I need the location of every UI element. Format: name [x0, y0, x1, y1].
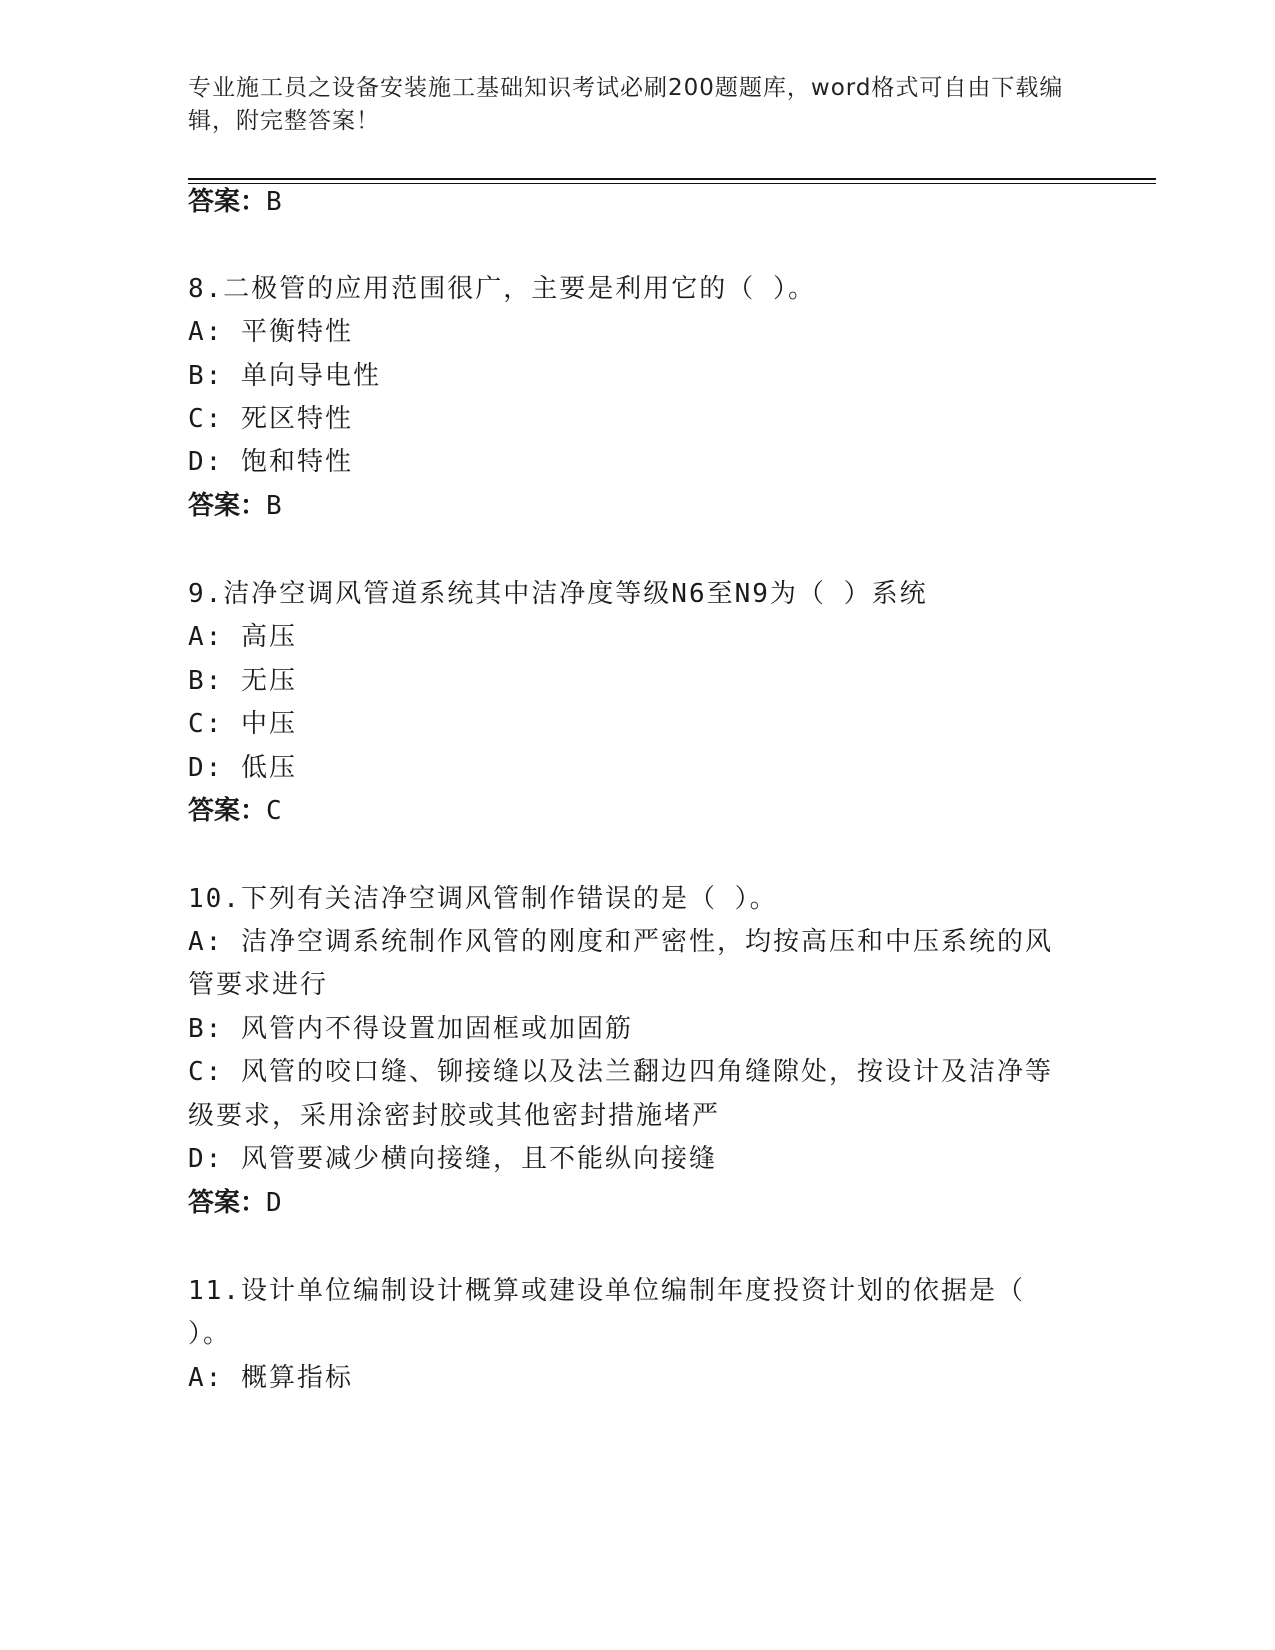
header-divider-thin	[188, 183, 1156, 184]
q9-option-d: D: 低压	[188, 753, 297, 783]
q10-option-c-line2: 级要求，采用涂密封胶或其他密封措施堵严	[188, 1101, 721, 1131]
q9-option-b: B: 无压	[188, 666, 297, 696]
q9-option-a: A: 高压	[188, 622, 297, 652]
q10-option-a-line2: 管要求进行	[188, 970, 329, 1000]
q9-option-c: C: 中压	[188, 709, 297, 739]
q10-option-a-line1: A: 洁净空调系统制作风管的刚度和严密性，均按高压和中压系统的风	[188, 927, 1053, 957]
answer-value: D	[266, 1188, 282, 1218]
document-header: 专业施工员之设备安装施工基础知识考试必刷200题题库，word格式可自由下载编辑，附完整答案！	[188, 75, 1064, 134]
q10-answer	[188, 1185, 282, 1221]
q11-stem-line1: 11.设计单位编制设计概算或建设单位编制年度投资计划的依据是（	[188, 1276, 1025, 1306]
answer-value: C	[266, 796, 282, 826]
answer-value: B	[266, 491, 282, 521]
q8-option-d: D: 饱和特性	[188, 447, 353, 477]
q7-answer	[188, 184, 282, 220]
q10-option-b: B: 风管内不得设置加固框或加固筋	[188, 1014, 633, 1044]
q9-answer	[188, 793, 282, 829]
q8-stem: 8.二极管的应用范围很广，主要是利用它的（ ）。	[188, 274, 816, 304]
q8-option-a: A: 平衡特性	[188, 317, 353, 347]
q11-option-a: A: 概算指标	[188, 1363, 353, 1393]
q10-option-d: D: 风管要减少横向接缝，且不能纵向接缝	[188, 1144, 717, 1174]
q11-stem-line2: ）。	[188, 1319, 232, 1349]
q9-stem: 9.洁净空调风管道系统其中洁净度等级N6至N9为（ ）系统	[188, 579, 928, 609]
q10-stem: 10.下列有关洁净空调风管制作错误的是（ ）。	[188, 884, 778, 914]
answer-label: 答案：	[188, 491, 267, 521]
answer-label: 答案：	[188, 187, 267, 217]
header-divider	[188, 178, 1156, 180]
answer-label: 答案：	[188, 1188, 267, 1218]
q8-answer	[188, 488, 282, 524]
answer-label: 答案：	[188, 796, 267, 826]
q10-option-c-line1: C: 风管的咬口缝、铆接缝以及法兰翻边四角缝隙处，按设计及洁净等	[188, 1057, 1053, 1087]
answer-value: B	[266, 187, 282, 217]
q8-option-c: C: 死区特性	[188, 404, 353, 434]
q8-option-b: B: 单向导电性	[188, 361, 381, 391]
